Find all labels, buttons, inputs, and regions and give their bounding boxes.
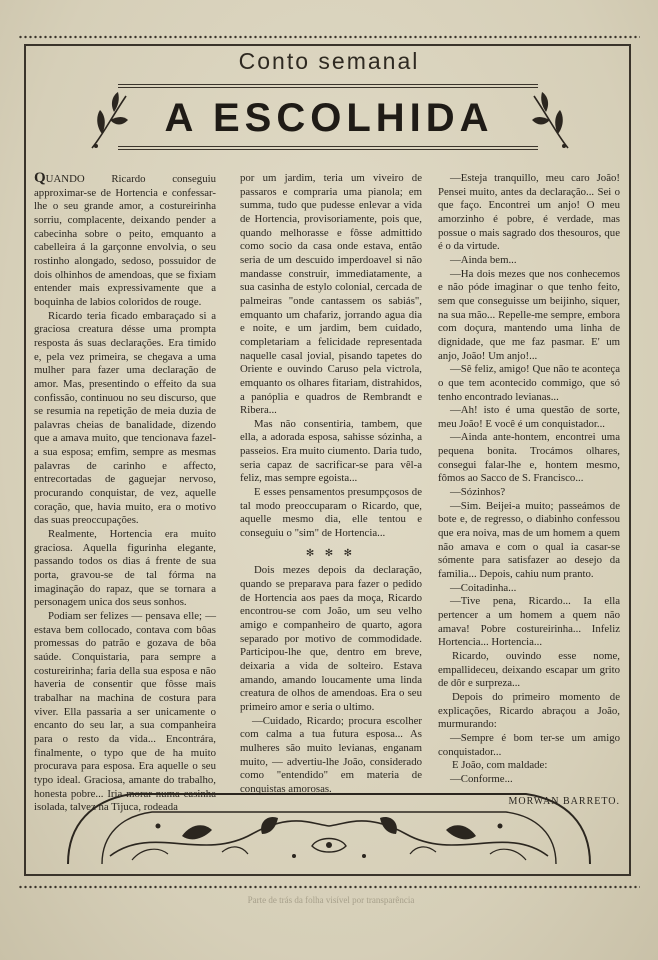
text-column-2 (240, 172, 422, 797)
paragraph: E esses pensamentos presumpçosos de tal modo preoccuparam o Ricardo, que, aquelle mesmo dia, elle tentou e conseguiu o "sim" de Hortencia... (240, 486, 422, 540)
paragraph: —Sim. Beijei-a muito; passeámos de bote e, de regresso, o diabinho confessou que era noiva, mas de um homem a quem não amava e com o qual ia casar-se sómente para satisfazer ao desejo da familia... Depois, cahiu num pranto. (438, 499, 620, 581)
bottom-dotted-rule (18, 884, 640, 890)
paragraph: —Ainda ante-hontem, encontrei uma pequena bonita. Trocámos olhares, consegui falar-lhe e, hontem mesmo, fômos ao Sacco de S. Francisco... (438, 431, 620, 485)
paragraph: QUANDO Ricardo conseguiu approximar-se de Hortencia e confessar-lhe o seu grande amor, a costureirinha sorriu, complacente, deixando pender a cabecinha sobre o peito, emquanto a cabelleira á la garçonne envolvia, o seu rostinho alongado, sedoso, possuidor de dois olhinhos de amendoas, que se fixiam entender mais expressivamente que a boquinha de labios coloridos de rouge. (34, 170, 216, 308)
paragraph: —Ah! isto é uma questão de sorte, meu João! E você é um conquistador... (438, 404, 620, 430)
paragraph: por um jardim, teria um viveiro de passaros e compraria uma pianola; em summa, tudo que pudesse enlevar a vida de Hortencia, provisoriamente, pois que, quando melhorasse e fôsse admittido como socio da casa onde estava, então seria de um descuido imperdoavel si não mandasse construir, immediatamente, a sua casinha de estylo colonial, cercada de palmeiras "onde cantassem os sabiás", emquanto um chafariz, jorrando agua dia e noite, e um jardim, bem cuidado, completariam a felicidade representada naquelle casal jovial, pisando tapetes do Oriente e ouvindo Caruso pela victrola, emquanto os olhares fitariam, distrahidos, a panóplia e quadros de Rembrandt e Ribera... (240, 172, 422, 417)
header-rule-top-inner (118, 87, 538, 88)
text-column-1 (34, 172, 216, 815)
story-title: A ESCOLHIDA (164, 96, 494, 140)
paragraph: Ricardo teria ficado embaraçado si a graciosa creatura désse uma prompta resposta ás suas declarações. Era timido e, pela vez primeira, se chegava a uma mulher para fazer uma declaração de amor. Mas, presentindo o effeito da sua confissão, continuou no seu discurso, que se resumia na repetição de meia duzia de palavras cheias de banalidade, dizendo que a amava muito, que tencionava fazel-a sua esposa; emfim, sempre as mesmas palavras de carinho e affecto, entrecortadas de gaguejar nervoso, procurando conquistar, de vez, aquelle coração, que, havia muito, era o motivo das suas preoccupações. (34, 309, 216, 527)
drop-cap: Q (34, 170, 46, 186)
header-rule-bottom (118, 146, 538, 147)
paragraph: —Ha dois mezes que nos conhecemos e não póde imaginar o que tenho feito, sem que conseguisse um beijinho, siquer, na sua mão... Repelle-me sempre, embora com doçura, mantendo uma linha de dignidade, que me faz pasmar. E' um anjo, João! Um anjo!... (438, 267, 620, 362)
paragraph: Ricardo, ouvindo esse nome, empallideceu, deixando escapar um grito de dôr e surpreza... (438, 649, 620, 690)
paragraph: —Sózinhos? (450, 486, 506, 499)
paragraph: —Sempre é bom ter-se um amigo conquistador... (438, 731, 620, 758)
paragraph: Depois do primeiro momento de explicações, Ricardo abraçou a João, murmurando: (438, 690, 620, 731)
section-break-stars: ✻ ✻ ✻ (305, 547, 357, 559)
reverse-side-bleed-text: Parte de trás da folha visível por transparência (247, 895, 415, 905)
header-rule-top (118, 84, 538, 85)
paragraph: Mas não consentiria, tambem, que ella, a adorada esposa, sahisse sózinha, a passeios. Era muito ciumento. Daria tudo, seria capaz de sacrificar-se para vêl-a feliz, mas sempre egoista... (240, 417, 422, 485)
paragraph: Podiam ser felizes — pensava elle; — estava bem collocado, contava com bôas promessas do patrão e gozava de bôa saúde. Conquistaria, para sempre a costureirinha; faria della sua esposa e não haveria de consentir que fôsse mais trabalhar na machina de costura para viver. Ella passaria a ser unicamente o encanto do seu lar, a sua companheira para o resto da vida... Encontrára, finalmente, o typo que de ha muito procurava para esposa. Era aquelle o seu typo ideal. Graciosa, amante do trabalho, honesta pobre... Iria morar numa casinha isolada, talvez na Tijuca, rodeada (34, 610, 216, 814)
paragraph: —Esteja tranquillo, meu caro João! Pensei muito, antes da declaração... Sei o que faço. Encontrei um anjo! O meu amorzinho é pobre, é verdade, mas possue o mais sagrado dos thesouros, que é o da virtude. (438, 172, 620, 253)
floral-footer-ornament-icon (62, 764, 596, 872)
paragraph: —Tive pena, Ricardo... Ia ella pertencer a um homem a quem não amava! Pobre costureirinha... Infeliz Hortencia... Hortencia... (438, 595, 620, 649)
top-dotted-rule (18, 34, 640, 40)
author-signature: MORWAN BARRETO. (508, 795, 620, 807)
text-column-3 (438, 172, 620, 808)
header-rule-bottom-inner (118, 149, 538, 150)
paragraph: E João, com maldade: (452, 759, 548, 772)
section-label: Conto semanal (238, 48, 420, 74)
paragraph: —Ainda bem... (450, 253, 517, 266)
paragraph: —Cuidado, Ricardo; procura escolher com calma a tua futura esposa... As mulheres são muito levianas, enganam muito, — advertiu-lhe João, considerado como "entendido" em materia de conquistas amorosas. (240, 714, 422, 795)
paragraph: —Coitadinha... (450, 581, 517, 594)
paragraph: Dois mezes depois da declaração, quando se preparava para fazer o pedido de Hortencia aos paes da moça, Ricardo encontrou-se com João, um seu velho amigo e companheiro de quarto, agora separado por motivo de commodidade. Participou-lhe que, dentro em breve, deixaria a vida de solteiro. Estava amando, amando loucamente uma linda creatura de olhos de amendoas. Era o seu primeiro amor e seria o ultimo. (240, 564, 422, 713)
paragraph: —Sê feliz, amigo! Que não te aconteça o que tem acontecido commigo, que só tenho encontrado levianas... (438, 363, 620, 403)
paragraph: —Conforme... (450, 772, 513, 785)
paragraph: Realmente, Hortencia era muito graciosa. Aquella figurinha elegante, passando todos os dias á frente de sua porta, gravou-se de tal fórma na imaginação do rapaz, que se tornara a personagem unica dos seus sonhos. (34, 528, 216, 609)
